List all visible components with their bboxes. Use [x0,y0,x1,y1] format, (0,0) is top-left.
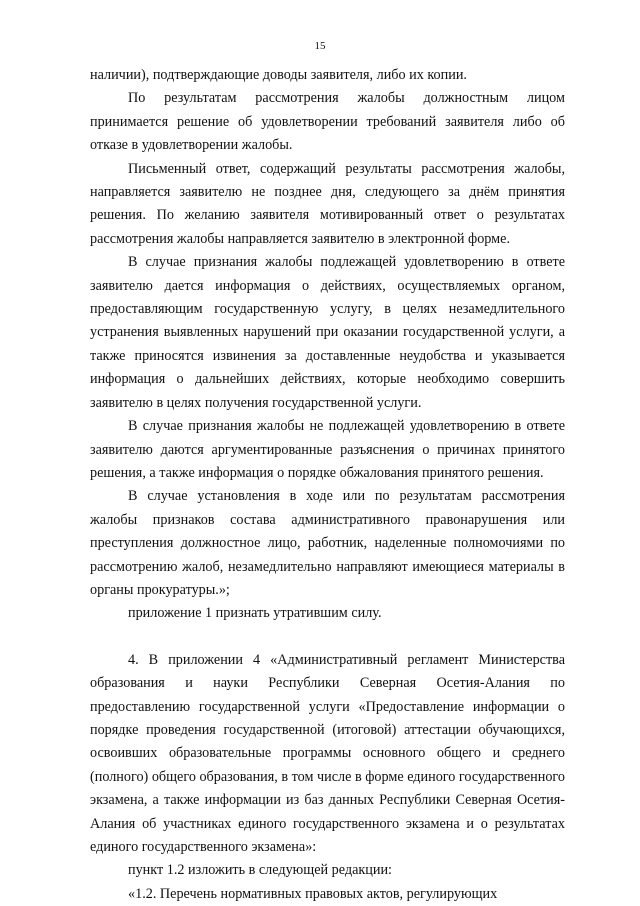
paragraph: В случае признания жалобы не подлежащей удовлетворению в ответе заявителю даются аргументированные разъяснения о причинах принятого решения, а также информация о порядке обжалования принятого решения. [90,418,565,481]
paragraph: По результатам рассмотрения жалобы должностным лицом принимается решение об удовлетворении требований заявителя либо об отказе в удовлетворении жалобы. [90,90,565,154]
paragraph: 4. В приложении 4 «Административный регламент Министерства образования и науки Республики Северная Осетия-Алания по предоставлению государственной услуги «Предоставление информации о порядке проведения государственной (итоговой) аттестации обучающихся, освоивших образовательные программы основного общего и среднего (полного) общего образования, в том числе в форме единого государственного экзамена, а также информации из баз данных Республики Северная Осетия-Алания об участниках единого государственного экзамена и о результатах единого государственного экзамена»: [90,651,565,855]
paragraph: Письменный ответ, содержащий результаты рассмотрения жалобы, направляется заявителю не позднее дня, следующего за днём принятия решения. По желанию заявителя мотивированный ответ о результатах рассмотрения жалобы направляется заявителю в электронной форме. [90,160,565,247]
paragraph: пункт 1.2 изложить в следующей редакции: [128,862,392,879]
paragraph: «1.2. Перечень нормативных правовых актов, регулирующих [128,885,498,902]
paragraph: приложение 1 признать утратившим силу. [128,605,382,622]
paragraph-gap [90,626,565,649]
paragraph: В случае признания жалобы подлежащей удовлетворению в ответе заявителю дается информация о действиях, осуществляемых органом, предоставляющим государственную услугу, в целях незамедлительного устранения выявленных нарушений при оказании государственной услуги, а также приносятся извинения за доставленные неудобства и указывается информация о дальнейших действиях, которые необходимо совершить заявителю в целях получения государственной услуги. [90,254,565,411]
page-number: 15 [314,40,326,52]
paragraph: В случае установления в ходе или по результатам рассмотрения жалобы признаков состава административного правонарушения или преступления должностное лицо, работник, наделенные полномочиями по рассмотрению жалоб, незамедлительно направляют имеющиеся материалы в органы прокуратуры.»; [90,488,565,598]
document-body [90,64,565,906]
paragraph: наличии), подтверждающие доводы заявителя, либо их копии. [90,67,467,83]
